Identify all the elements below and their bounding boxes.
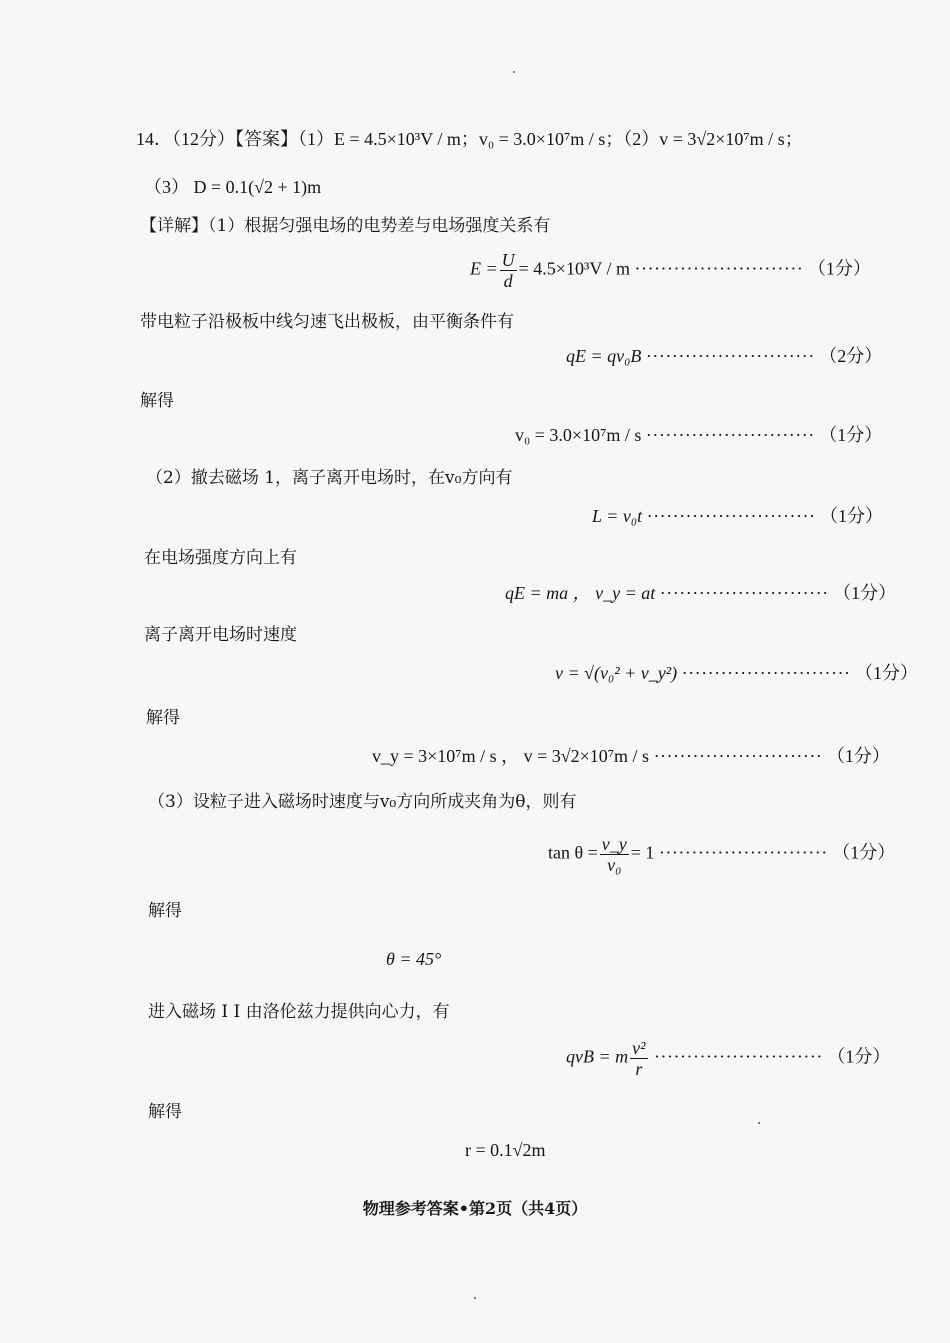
dot-leader: ··························: [653, 746, 823, 766]
text-line: 离子离开电场时速度: [144, 625, 297, 645]
score: （1分）: [833, 583, 897, 603]
equation-6: v = √(v₀² + v_y²) ·························· （1分）: [555, 663, 919, 683]
equation-8: tan θ = $\frac{v\_y}{\text{v₀}}$ = 1 ·························· （1分）: [548, 834, 896, 875]
dot-leader: ··························: [654, 1046, 823, 1067]
equation-7: v_y = 3×10⁷m / s ， v = 3√2×10⁷m / s ·························· （1分）: [372, 746, 890, 766]
score: （1分）: [832, 842, 896, 863]
answer-header: 14．（12分）【答案】（1）E = 4.5×10³V / m；v₀ = 3.0×10⁷m / s；（2）v = 3√2×10⁷m / s；: [136, 129, 803, 149]
answer-part3: （3） D = 0.1(√2 + 1)m: [144, 177, 322, 197]
score: （1分）: [855, 663, 919, 683]
dot-leader: ··························: [681, 663, 851, 683]
equation-9: θ = 45°: [386, 949, 442, 969]
score: （1分）: [819, 425, 883, 445]
dot-leader: ··························: [634, 258, 804, 279]
score: （1分）: [826, 746, 890, 766]
text-line: 在电场强度方向上有: [144, 548, 297, 568]
page-footer: 物理参考答案•第2页（共4页）: [362, 1199, 588, 1218]
equation-11: r = 0.1√2m: [465, 1140, 546, 1160]
dot-leader: ··························: [646, 506, 816, 526]
text-line: （2）撤去磁场 1，离子离开电场时，在v₀方向有: [146, 468, 513, 488]
score: （1分）: [807, 258, 871, 279]
fraction: $\frac{v\_y}{\text{v₀}}$: [601, 834, 627, 875]
fraction: $\frac{\text{v²}}{r}$: [632, 1038, 646, 1079]
fraction: $\frac{U}{d}$: [501, 250, 515, 291]
dot-leader: ··························: [658, 842, 828, 863]
text-line: 解得: [148, 901, 182, 921]
equation-1: E = $\frac{U}{d}$ = 4.5×10³V / m ·························· （1分）: [470, 250, 871, 291]
equation-4: L = v₀t ·························· （1分）: [592, 506, 883, 526]
dot-leader: ··························: [645, 425, 815, 445]
equation-3: v₀ = 3.0×10⁷m / s ·························· （1分）: [515, 425, 883, 445]
equation-2: qE = qv₀B ·························· （2分）: [566, 346, 883, 366]
dot-leader: ··························: [659, 583, 829, 603]
dot-leader: ··························: [645, 346, 815, 366]
score: （1分）: [827, 1046, 891, 1067]
text-line: 进入磁场 I I 由洛伦兹力提供向心力，有: [148, 1002, 450, 1022]
scan-speck: [513, 71, 515, 73]
text-line: 解得: [140, 391, 174, 411]
text-line: 带电粒子沿极板中线匀速飞出极板，由平衡条件有: [140, 312, 514, 332]
score: （2分）: [819, 346, 883, 366]
detail-intro: 【详解】（1）根据匀强电场的电势差与电场强度关系有: [140, 216, 551, 236]
text-line: （3）设粒子进入磁场时速度与v₀方向所成夹角为θ，则有: [148, 792, 577, 812]
scan-speck: [474, 1297, 476, 1299]
text-line: 解得: [148, 1102, 182, 1122]
equation-5: qE = ma ， v_y = at ·························· （1分）: [505, 583, 897, 603]
score: （1分）: [819, 506, 883, 526]
scan-speck: [758, 1122, 760, 1124]
equation-10: qvB = m $\frac{\text{v²}}{r}$ ·························· （1分）: [566, 1038, 891, 1079]
text-line: 解得: [146, 708, 180, 728]
